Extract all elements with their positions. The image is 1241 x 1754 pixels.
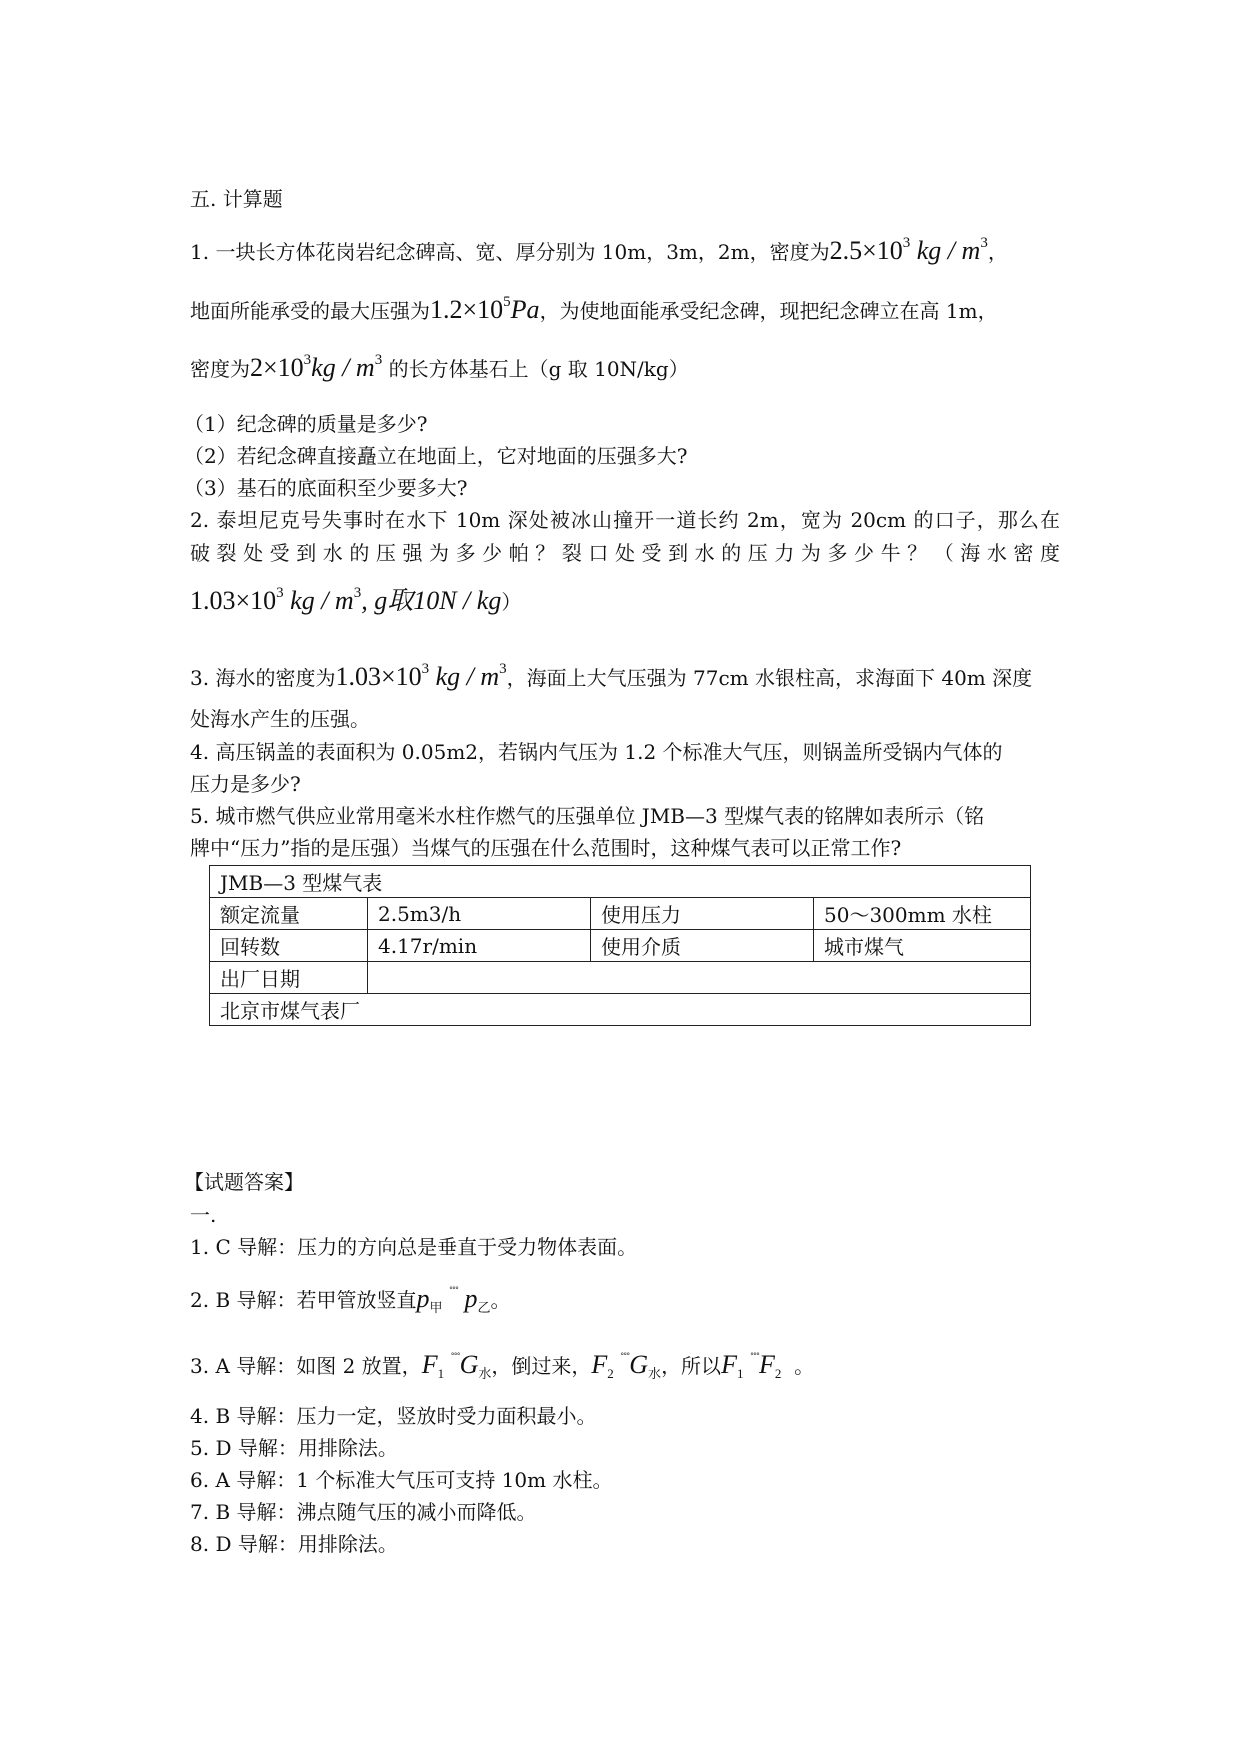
formula-answer-2: p甲 ˚˚˚ p乙 — [416, 1284, 491, 1315]
table-title: JMB—3 型煤气表 — [210, 866, 1031, 898]
answer-7: 7. B 导解：沸点随气压的减小而降低。 — [190, 1500, 537, 1524]
table-cell: 使用压力 — [591, 898, 814, 930]
question-5-line-2: 牌中“压力”指的是压强）当煤气的压强在什么范围时，这种煤气表可以正常工作? — [190, 836, 902, 860]
question-1-line-2: 地面所能承受的最大压强为$1.2\times 10^5Pa$，为使地面能承受纪念碑，现把纪念碑立在高 1m， — [190, 294, 998, 324]
question-2-line-2: 破裂处受到水的压强为多少帕？裂口处受到水的压力为多少牛？（海水密度 — [190, 541, 1060, 565]
answer-4: 4. B 导解：压力一定，竖放时受力面积最小。 — [190, 1404, 597, 1428]
answer-8: 8. D 导解：用排除法。 — [190, 1532, 398, 1556]
formula-base-density: $2\times 10^3kg / m^3$ — [250, 352, 383, 382]
question-1-sub-1: （1）纪念碑的质量是多少? — [184, 412, 428, 436]
formula-answer-3a: F1 ˚˚˚G水 — [421, 1350, 492, 1381]
question-2-line-1: 2. 泰坦尼克号失事时在水下 10m 深处被冰山撞开一道长约 2m，宽为 20cm 的口子，那么在 — [190, 508, 1060, 532]
table-row — [210, 898, 1031, 930]
answers-part-label: 一. — [190, 1203, 217, 1227]
table-row — [210, 962, 1031, 994]
answer-6: 6. A 导解：1 个标准大气压可支持 10m 水柱。 — [190, 1468, 613, 1492]
formula-answer-3c: F1 ˚˚˚F2 — [721, 1350, 782, 1381]
formula-seawater: $1.03\times 10^3$ kg / $m^3$, g取10N / kg — [190, 585, 502, 615]
formula-max-pressure: $1.2\times 10^5Pa$ — [430, 294, 540, 324]
question-2-formula-line: $1.03\times 10^3$ kg / $m^3$, g取10N / kg） — [190, 585, 522, 615]
table-cell: 使用介质 — [591, 930, 814, 962]
table-cell: 额定流量 — [210, 898, 368, 930]
formula-seawater-density: $1.03\times 10^3$ kg / $m^3$ — [335, 661, 507, 691]
table-row — [210, 866, 1031, 898]
question-1-sub-3: （3）基石的底面积至少要多大? — [184, 476, 468, 500]
question-3-line-2: 处海水产生的压强。 — [190, 707, 370, 731]
table-cell: 50～300mm 水柱 — [814, 898, 1031, 930]
table-cell: 城市煤气 — [814, 930, 1031, 962]
formula-density: $2.5\times 10^3$ kg / $m^3$ — [829, 235, 988, 265]
answers-heading: 【试题答案】 — [184, 1170, 304, 1194]
answer-3: 3. A 导解：如图 2 放置，F1 ˚˚˚G水，倒过来，F2 ˚˚˚G水，所以F1 ˚˚˚F2 。 — [190, 1350, 815, 1381]
section-heading: 五. 计算题 — [190, 187, 283, 211]
question-4-line-1: 4. 高压锅盖的表面积为 0.05m2，若锅内气压为 1.2 个标准大气压，则锅盖所受锅内气体的 — [190, 740, 1003, 764]
table-cell: 2.5m3/h — [368, 898, 591, 930]
answer-2: 2. B 导解：若甲管放竖直p甲 ˚˚˚ p乙。 — [190, 1284, 511, 1315]
question-1-line-3: 密度为$2\times 10^3kg / m^3$ 的长方体基石上（g 取 10N/kg） — [190, 352, 689, 382]
question-5-line-1: 5. 城市燃气供应业常用毫米水柱作燃气的压强单位 JMB—3 型煤气表的铭牌如表所示（铭 — [190, 804, 985, 828]
gas-meter-nameplate-table — [209, 865, 1031, 1026]
question-1-sub-2: （2）若纪念碑直接矗立在地面上，它对地面的压强多大? — [184, 444, 688, 468]
table-cell: 出厂日期 — [210, 962, 368, 994]
table-row — [210, 994, 1031, 1026]
formula-answer-3b: F2 ˚˚˚G水 — [591, 1350, 662, 1381]
table-cell-empty — [368, 962, 1031, 994]
table-cell: 回转数 — [210, 930, 368, 962]
question-4-line-2: 压力是多少? — [190, 772, 301, 796]
answer-5: 5. D 导解：用排除法。 — [190, 1436, 398, 1460]
table-cell: 4.17r/min — [368, 930, 591, 962]
question-3-line-1: 3. 海水的密度为$1.03\times 10^3$ kg / $m^3$，海面上大气压强为 77cm 水银柱高，求海面下 40m 深度 — [190, 661, 1033, 691]
table-row — [210, 930, 1031, 962]
table-footer: 北京市煤气表厂 — [210, 994, 1031, 1026]
answer-1: 1. C 导解：压力的方向总是垂直于受力物体表面。 — [190, 1235, 638, 1259]
question-1-line-1: 1. 一块长方体花岗岩纪念碑高、宽、厚分别为 10m，3m，2m，密度为$2.5\times 10^3$ kg / $m^3$， — [190, 235, 1008, 265]
